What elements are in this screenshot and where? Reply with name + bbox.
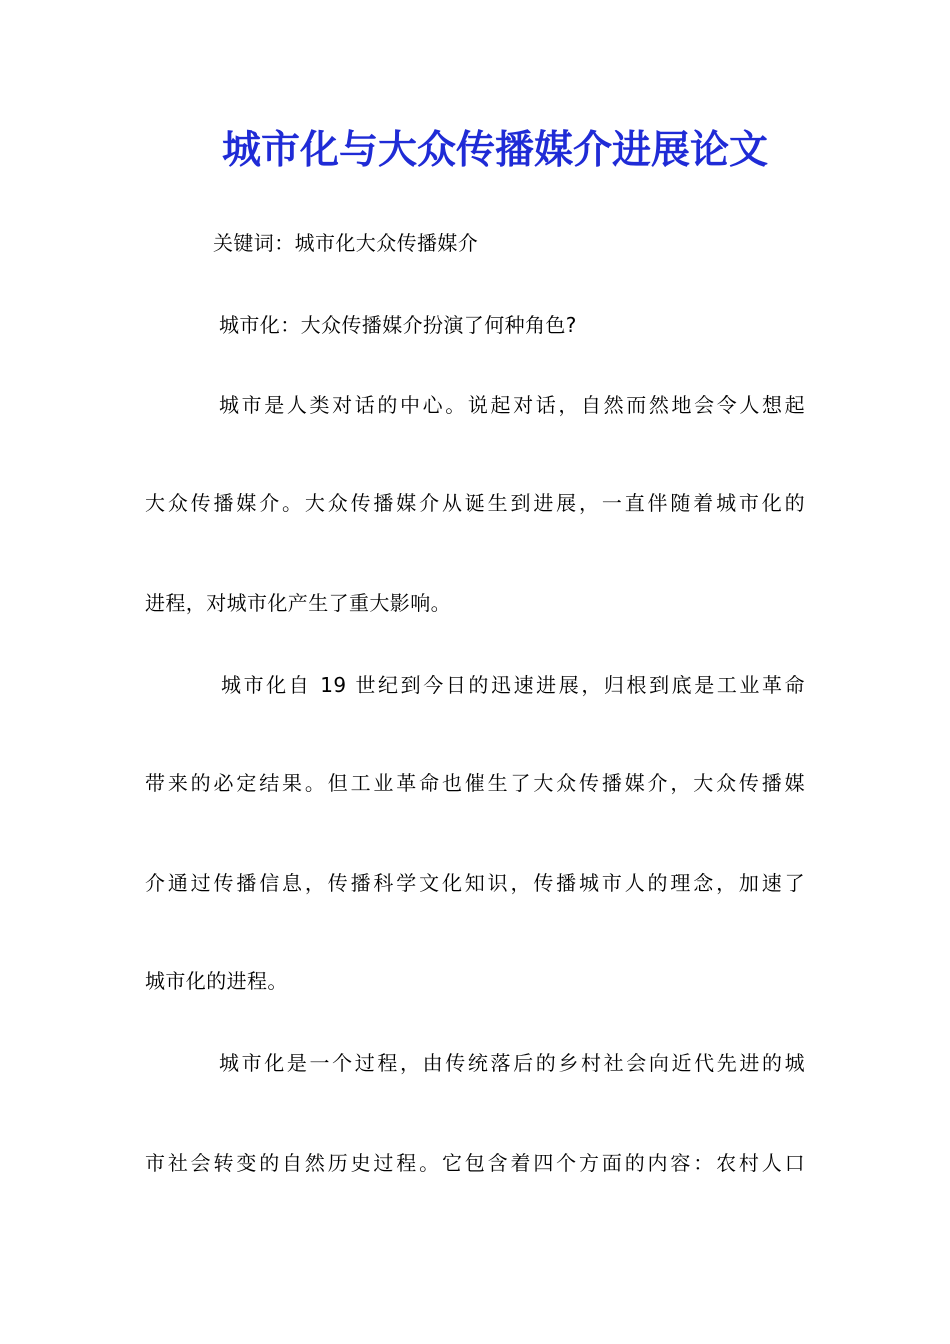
paragraph-1-line-3: 进程，对城市化产生了重大影响。 bbox=[145, 591, 451, 615]
document-title: 城市化与大众传播媒介进展论文 bbox=[221, 127, 768, 173]
keywords-line: 关键词：城市化大众传播媒介 bbox=[213, 231, 479, 255]
paragraph-3-line-2: 市社会转变的自然历史过程。它包含着四个方面的内容：农村人口 bbox=[145, 1151, 805, 1175]
paragraph-2-line-3: 介通过传播信息，传播科学文化知识，传播城市人的理念，加速了 bbox=[145, 871, 805, 895]
paragraph-2-line-1: 城市化自 19 世纪到今日的迅速进展，归根到底是工业革命 bbox=[221, 673, 805, 697]
paragraph-3-line-1: 城市化是一个过程，由传统落后的乡村社会向近代先进的城 bbox=[219, 1051, 805, 1075]
paragraph-2-line-4: 城市化的进程。 bbox=[145, 969, 288, 993]
paragraph-2-line-2: 带来的必定结果。但工业革命也催生了大众传播媒介，大众传播媒 bbox=[145, 771, 805, 795]
section-subheading: 城市化：大众传播媒介扮演了何种角色? bbox=[219, 313, 577, 337]
paragraph-1-line-2: 大众传播媒介。大众传播媒介从诞生到进展，一直伴随着城市化的 bbox=[145, 491, 805, 515]
paragraph-1-line-1: 城市是人类对话的中心。说起对话，自然而然地会令人想起 bbox=[219, 393, 805, 417]
